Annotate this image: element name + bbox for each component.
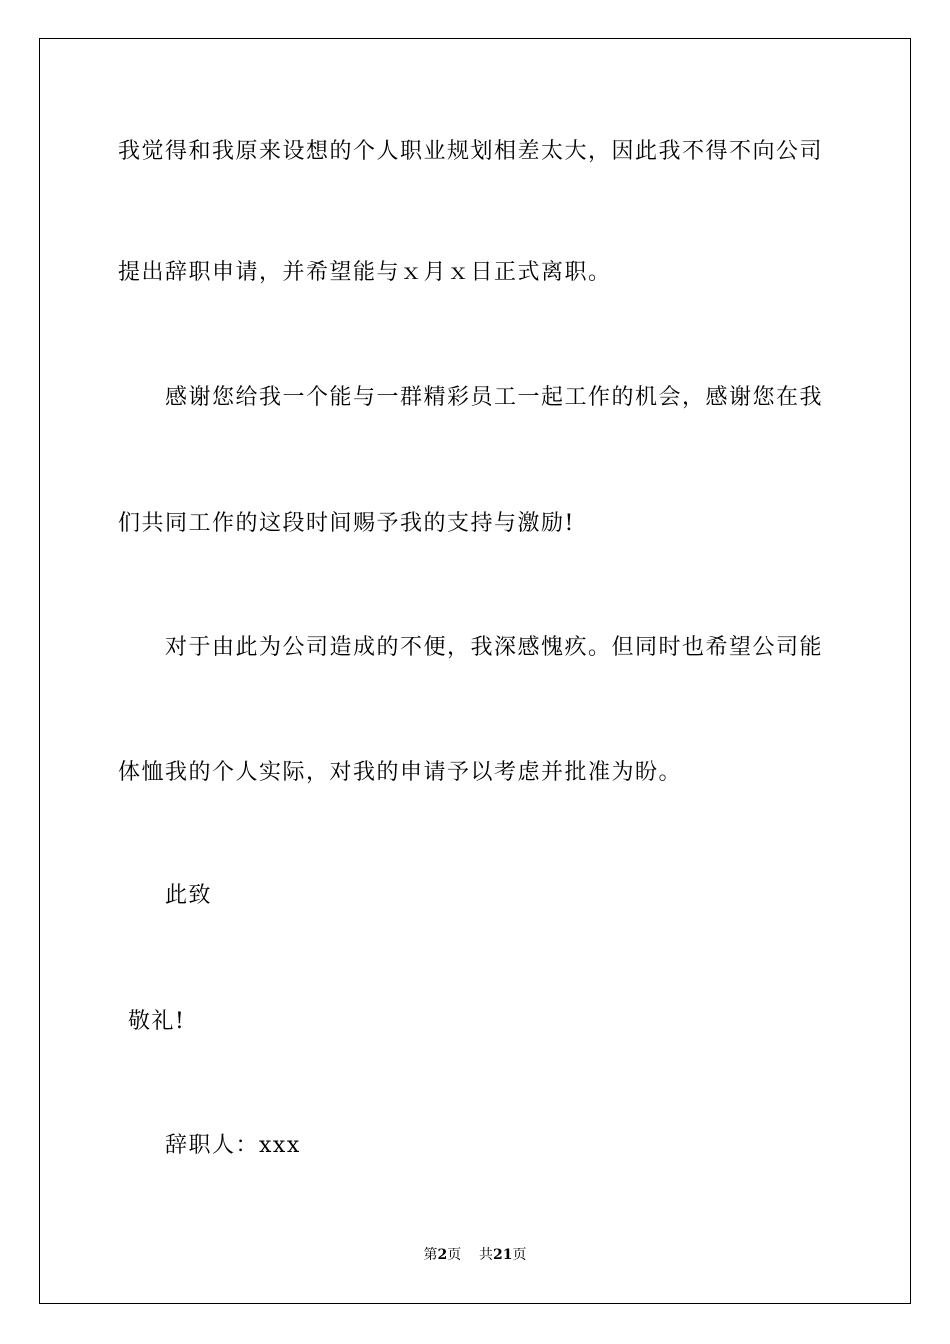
page-total: 21 — [493, 1247, 513, 1263]
page-frame — [39, 38, 911, 1304]
page-footer — [0, 1245, 950, 1265]
page-current: 2 — [437, 1247, 448, 1263]
body-line-5: 对于由此为公司造成的不便，我深感愧疚。但同时也希望公司能 — [165, 635, 824, 660]
body-line-3: 感谢您给我一个能与一群精彩员工一起工作的机会，感谢您在我 — [165, 385, 824, 410]
signature-line: 辞职人：xxx — [165, 1133, 301, 1158]
salutation-text: 敬礼! — [128, 1009, 186, 1034]
page-prefix: 第 — [423, 1247, 438, 1263]
body-line-6: 体恤我的个人实际，对我的申请予以考虑并批准为盼。 — [118, 760, 683, 785]
body-line-4: 们共同工作的这段时间赐予我的支持与激励! — [118, 511, 575, 536]
page-suffix: 页 — [447, 1247, 462, 1263]
total-prefix: 共 — [479, 1247, 494, 1263]
total-suffix: 页 — [512, 1247, 527, 1263]
closing-text: 此致 — [165, 883, 213, 908]
body-line-2: 提出辞职申请，并希望能与ｘ月ｘ日正式离职。 — [118, 260, 612, 285]
body-line-1: 我觉得和我原来设想的个人职业规划相差太大，因此我不得不向公司 — [118, 139, 824, 164]
